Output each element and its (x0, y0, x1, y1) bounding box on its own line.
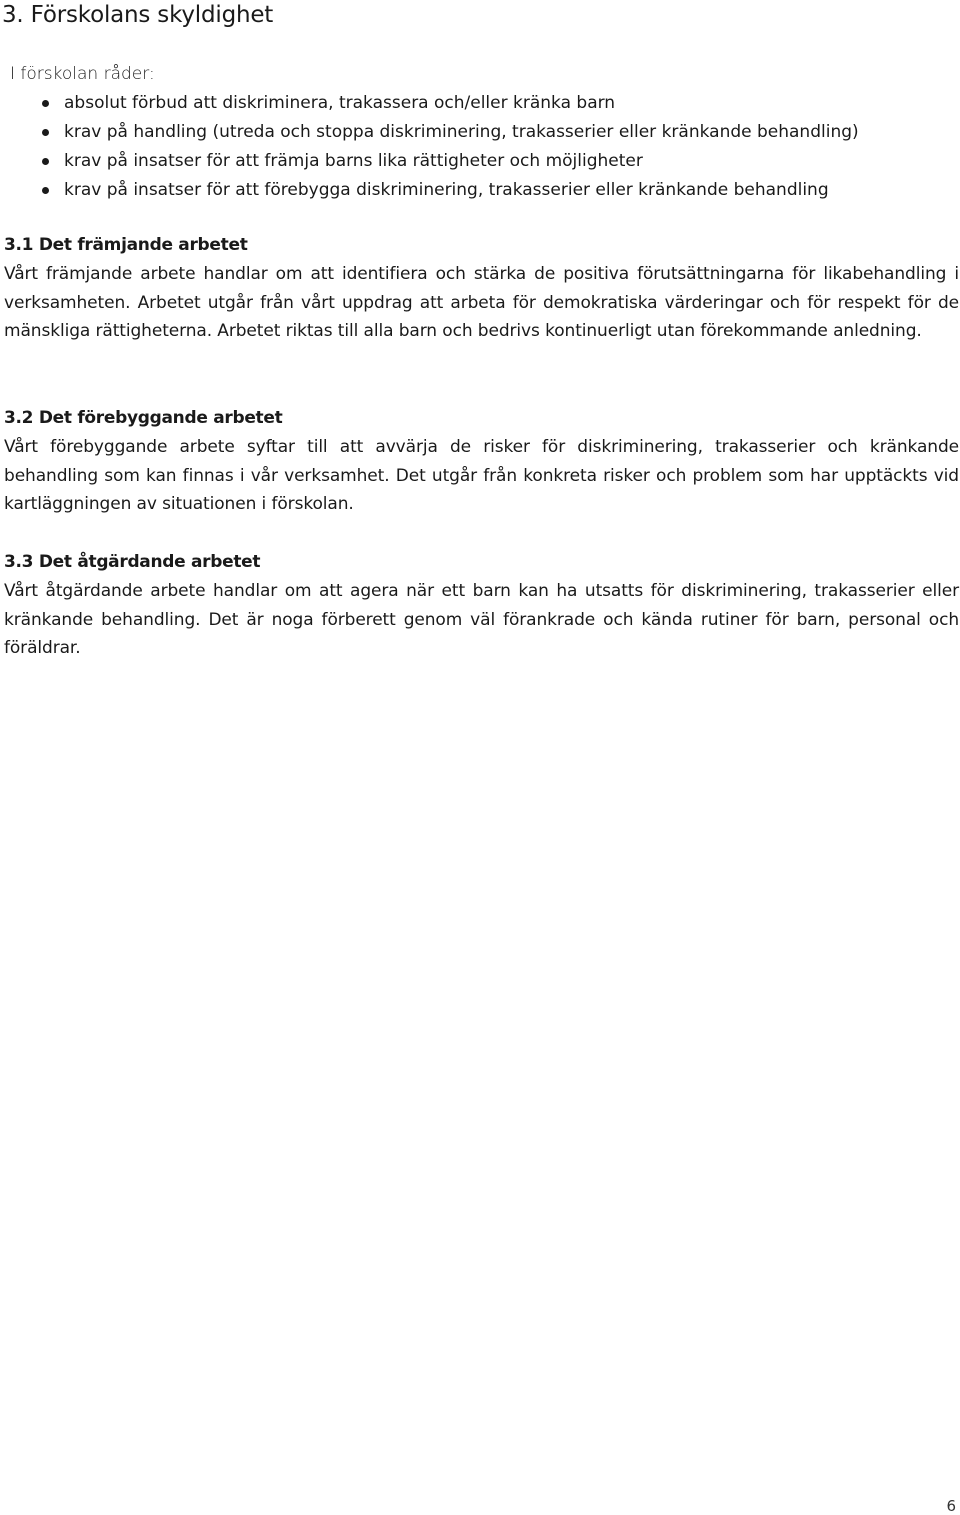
obligations-list (40, 89, 950, 205)
section-heading: 3.1 Det främjande arbetet (4, 235, 248, 255)
section-body: Vårt åtgärdande arbete handlar om att agera när ett barn kan ha utsatts för diskriminering, trakasserier eller kränkande behandling. Det är noga förberett genom väl förankrade och kända rutiner för barn, personal och föräldrar. (4, 581, 959, 659)
bullet-icon (42, 158, 49, 165)
list-item-text: krav på insatser för att främja barns lika rättigheter och möjligheter (64, 151, 643, 171)
section-promoting-work (4, 231, 959, 346)
section-remedial-work (4, 548, 959, 663)
section-body: Vårt främjande arbete handlar om att identifiera och stärka de positiva förutsättningarna för likabehandling i verksamheten. Arbetet utgår från vårt uppdrag att arbeta för demokratiska värderingar och för respekt för de mänskliga rättigheterna. Arbetet riktas till alla barn och bedrivs kontinuerligt utan förekommande anledning. (4, 264, 959, 342)
section-heading: 3.2 Det förebyggande arbetet (4, 408, 283, 428)
bullet-icon (42, 187, 49, 194)
list-item (40, 89, 950, 118)
section-preventive-work (4, 404, 959, 519)
list-item-text: krav på insatser för att förebygga diskriminering, trakasserier eller kränkande behandling (64, 180, 829, 200)
list-item (40, 176, 950, 205)
page-number: 6 (946, 1497, 956, 1515)
intro-text: I förskolan råder: (10, 64, 155, 84)
section-body: Vårt förebyggande arbete syftar till att avvärja de risker för diskriminering, trakasserier och kränkande behandling som kan finnas i vår verksamhet. Det utgår från konkreta risker och problem som har upptäckts vid kartläggningen av situationen i förskolan. (4, 437, 959, 515)
list-item-text: absolut förbud att diskriminera, trakassera och/eller kränka barn (64, 93, 616, 113)
bullet-icon (42, 129, 49, 136)
list-item-text: krav på handling (utreda och stoppa diskriminering, trakasserier eller kränkande behandling) (64, 122, 859, 142)
section-heading: 3.3 Det åtgärdande arbetet (4, 552, 261, 572)
bullet-icon (42, 100, 49, 107)
list-item (40, 118, 950, 147)
chapter-title: 3. Förskolans skyldighet (2, 2, 274, 28)
list-item (40, 147, 950, 176)
